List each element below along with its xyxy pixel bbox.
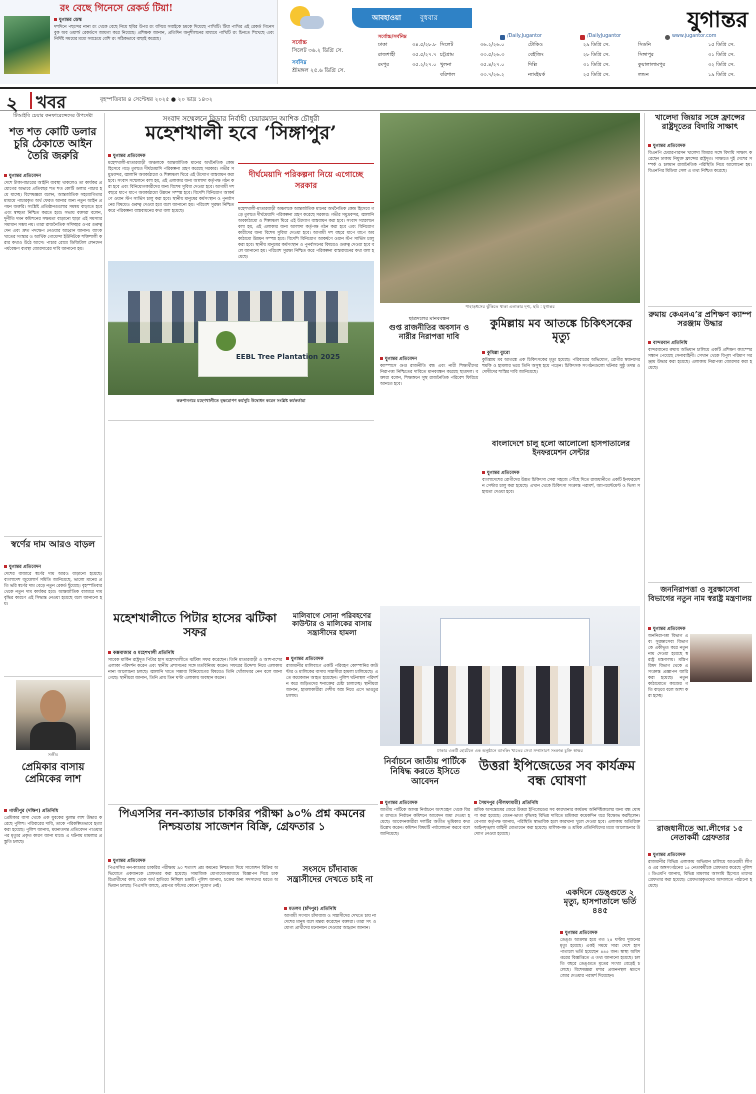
weather-value: ৩৫.৫/২৭.৭ xyxy=(412,52,437,58)
article-khaleda xyxy=(648,113,752,303)
landslide-photo xyxy=(380,113,640,303)
article-body: জননিরাপত্তা বিভাগ এবং সুরক্ষাসেবা বিভাগকে একীভূত করে নতুন নাম দেওয়া হয়েছে স্বরাষ্ট্র মন্ত্রণালয়। মন্ত্রিপরিষদ বিভাগ থেকে এ সংক্রান্ত প্রজ্ঞাপন জারি করা হয়েছে। নতুন কাঠামোতে কাজের গতি বাড়বে বলে আশা করা হচ্ছে। xyxy=(648,634,688,699)
web-icon xyxy=(665,35,670,40)
article-byline: গাজীপুর (দক্ষিণ) প্রতিনিধি xyxy=(4,808,102,815)
weather-value: ৩৫.৪/২৭.০ xyxy=(480,62,505,68)
masthead-logo: যুগান্তর xyxy=(687,7,748,33)
weather-min-label: সর্বনিম্ন xyxy=(292,60,307,66)
top-ad-box xyxy=(0,0,278,84)
weather-value: ৩৩.৭/২৬.২ xyxy=(480,72,505,78)
pull-quote-text: দীর্ঘমেয়াদি পরিকল্পনা নিয়ে এগোচ্ছে সরকার xyxy=(248,170,364,190)
weather-rows xyxy=(378,42,756,84)
weather-title-banner xyxy=(352,8,472,28)
article-byline: যুগান্তর প্রতিবেদক xyxy=(560,930,640,937)
sun-cloud-icon xyxy=(290,6,324,32)
article-title: মহেশখালী হবে ‘সিঙ্গাপুর’ xyxy=(145,122,337,144)
article-lover xyxy=(4,680,102,1090)
masthead xyxy=(566,0,756,34)
article-byline: যুগান্তর প্রতিবেদক xyxy=(482,470,582,477)
article-title: জননিরাপত্তা ও সুরক্ষাসেবা বিভাগের নতুন নাম স্বরাষ্ট্র মন্ত্রণালয় xyxy=(648,585,752,603)
weather-city: বরিশাল xyxy=(440,72,456,78)
article-title: স্বর্ণের দাম আরও বাড়ল xyxy=(10,540,96,550)
article-byline: বান্দরবান প্রতিনিধি xyxy=(648,340,752,347)
article-title: রাজধানীতে আ.লীগের ১৫ নেতাকর্মী গ্রেফতার xyxy=(656,823,744,843)
article-ministry xyxy=(648,586,752,816)
article-ka xyxy=(648,310,752,580)
article-main xyxy=(108,113,374,563)
article-pitar xyxy=(108,612,282,802)
article-byline: যুগান্তর প্রতিবেদক xyxy=(648,852,752,859)
article-al-arrest xyxy=(648,824,752,1092)
article-byline: কুমিল্লা ব্যুরো xyxy=(482,350,552,357)
weather-city: খুলনা xyxy=(440,62,452,68)
section-name: খবর xyxy=(36,93,66,113)
article-gold xyxy=(4,540,102,670)
ad-body: দশদিনে পছন্দের নানা রং থেকে বেছে নিয়ে ছবির উপর রং বসিয়ে সবাইকে চমকে দিয়েছে পাখিটি। টিয়া পাখির এই রেকর্ড গিনেস বুক অব ওয়ার্ল্ড রেকর্ডসে জায়গা করে নিয়েছে। প্রশিক্ষক জানান, প্রতিদিন অনুশীলনের মাধ্যমে পাখিটি রং চিনতে শিখেছে এবং নির্দিষ্ট সময়ের মধ্যে সবচেয়ে বেশি রং সঠিকভাবে বাছাই করেছে। xyxy=(54,25,274,42)
article-title: পিএসসির নন-ক্যাডার চাকরির পরীক্ষা ৯০% প্রশ্ন কমনের নিশ্চয়তায় সাজেশন বিক্রি, গ্রেফতার ১ xyxy=(118,807,366,833)
photo-caption: পাহাড়ধসের ঝুঁকিতে থাকা এলাকার দৃশ্য, ছবি : যুগান্তর xyxy=(465,304,555,309)
weather-city: রাজশাহী xyxy=(378,52,396,58)
weather-city: টোকিও xyxy=(528,42,543,48)
weather-city: সিঙ্গাপুর xyxy=(638,52,654,58)
weather-value: ২৫ ডিগ্রি সে. xyxy=(583,72,610,78)
article-title: সংসদে চাঁদাবাজ সন্ত্রাসীদের দেখতে চাই না xyxy=(287,865,373,885)
article-body: রাজধানীর মালিবাগে একটি পরিবহণ কোম্পানির কাউন্টার ও মালিকের বাসায় সন্ত্রাসীরা হামলা চালিয়েছে। এতে কয়েকজন আহত হয়েছেন। পুলিশ ঘটনাস্থল পরিদর্শন করে জড়িতদের শনাক্তের চেষ্টা চালাচ্ছে। স্থানীয়রা জানান, হামলাকারীরা দেশীয় অস্ত্র নিয়ে এসে ভাঙচুর চালায়। xyxy=(286,664,378,699)
weather-city: রংপুর xyxy=(378,62,390,68)
article-body: দেশে টাকাপাচারের আইনি ব্যবস্থা থাকলেও তা কার্যকর প্রয়োগের অভাবে প্রতিবছর শত শত কোটি ডলার পাচার হয়ে যাচ্ছে। বিশেষজ্ঞরা বলেন, আন্তর্জাতিক সহযোগিতার মাধ্যমে পাচারকৃত অর্থ ফেরত আনার জন্য নতুন আইন প্রণয়ন জরুরি। সংশ্লিষ্ট প্রতিষ্ঠানগুলোর সমন্বয় বাড়াতে হবে এবং স্বচ্ছতা নিশ্চিত করতে হবে। সভায় বক্তারা বলেন, দুর্নীতি দমন কমিশনের সক্ষমতা বাড়ানো ছাড়া এই সমস্যার সমাধান সম্ভব নয়। তারা রাজনৈতিক সদিচ্ছার ওপর গুরুত্ব দেন এবং দ্রুত পদক্ষেপ নেওয়ার আহ্বান জানান। ব্যাংক খাতের সংস্কার ও আর্থিক গোয়েন্দা ইউনিটকে শক্তিশালী করার কথাও উঠে আসে। পাচার রোধে ডিজিটাল লেনদেন পর্যবেক্ষণ ব্যবস্থা জোরদারের দাবি জানানো হয়। xyxy=(4,181,102,252)
photo-caption: করুণানগরে মহেশখালীতে বৃক্ষরোপণ কর্মসূচি উদ্বোধন করেন সংশ্লিষ্ট কর্মকর্তারা xyxy=(176,398,306,403)
article-malibag xyxy=(286,612,378,802)
photo-caption: সজীব xyxy=(47,752,59,757)
weather-value: ১৫ ডিগ্রি সে. xyxy=(708,42,735,48)
article-body-cont: মহেশখালী-মাতারবাড়ী অঞ্চলকে আন্তর্জাতিক মানের অর্থনৈতিক কেন্দ্র হিসেবে গড়ে তুলতে দীর্ঘমেয়াদি পরিকল্পনা গ্রহণ করেছে সরকার। গভীর সমুদ্রবন্দর, জ্বালানি অবকাঠামো ও শিল্পাঞ্চল ঘিরে এই উদ্যোগ বাস্তবায়ন করা হবে। সংবাদ সম্মেলনে বলা হয়, এই এলাকার জন্য আলাদা কর্তৃপক্ষ গঠন করা হবে এবং বিনিয়োগকারীদের জন্য বিশেষ সুবিধা দেওয়া হবে। আগামী দশ বছরে ধাপে ধাপে অবকাঠামো উন্নয়ন সম্পন্ন হবে। বিদেশি বিনিয়োগ আকর্ষণে ওয়ান স্টপ সার্ভিস চালু করা হবে। স্থানীয় মানুষের কর্মসংস্থান ও পুনর্বাসনের বিষয়েও গুরুত্ব দেওয়া হবে বলে জানানো হয়। পরিবেশ সুরক্ষা নিশ্চিত করে পরিকল্পনা বাস্তবায়নের কথা বলা হয়েছে। xyxy=(238,207,374,260)
article-body: রাজধানীর বিভিন্ন এলাকায় অভিযান চালিয়ে আওয়ামী লীগ ও এর অঙ্গসংগঠনের ১৫ নেতাকর্মীকে গ্রেফতার করেছে পুলিশ। ডিএমপি জানায়, বিভিন্ন মামলার আসামি হিসেবে তাদের গ্রেফতার করা হয়েছে। গ্রেফতারকৃতদের আদালতে পাঠানো হয়েছে। xyxy=(648,860,752,889)
article-body: শ্রমিক অসন্তোষের জেরে উত্তরা ইপিজেডের সব কারখানার কার্যক্রম অনির্দিষ্টকালের জন্য বন্ধ ঘোষণা করা হয়েছে। বেতন-ভাতা বৃদ্ধিসহ বিভিন্ন দাবিতে শ্রমিকরা কয়েকদিন ধরে বিক্ষোভ করছিলেন। বেপজা কর্তৃপক্ষ জানায়, পরিস্থিতি স্বাভাবিক হলে কারখানা খুলে দেওয়া হবে। এলাকায় অতিরিক্ত আইনশৃঙ্খলা বাহিনী মোতায়েন করা হয়েছে। মালিকপক্ষ ও শ্রমিক প্রতিনিধিদের মধ্যে আলোচনার উদ্যোগ নেওয়া হয়েছে। xyxy=(474,808,640,837)
ad-headline: রং বেছে গিনেসে রেকর্ড টিয়া! xyxy=(60,3,173,14)
article-exam xyxy=(108,808,376,1088)
article-comilla xyxy=(482,316,640,436)
article-body: কুমিল্লায় মব আতঙ্কে এক চিকিৎসকের মৃত্যু হয়েছে। পরিবারের অভিযোগ, রোগীর স্বজনদের হুমকি ও হামলার ভয়ে তিনি অসুস্থ হয়ে পড়েন। চিকিৎসক সংগঠনগুলো ঘটনার সুষ্ঠু তদন্ত ও দোষীদের শাস্তির দাবি জানিয়েছে। xyxy=(482,358,640,375)
social-facebook[interactable]: /Daily.Jugantor xyxy=(507,34,542,39)
article-kicker: টিআইবি চেয়ার কনফারেন্সেদের উপদেষ্টা xyxy=(13,113,93,119)
page-number: ২ xyxy=(6,93,19,115)
article-kicker: ছাত্রদলের মানববন্ধন xyxy=(408,316,450,322)
pull-quote xyxy=(238,163,374,203)
weather-value: ২৯ ডিগ্রি সে. xyxy=(583,42,610,48)
article-body: জাতীয় পার্টিকে আসন্ন নির্বাচনে অংশগ্রহণ থেকে বিরত রাখতে নির্বাচন কমিশনে আবেদন জমা দেওয়া হয়েছে। আবেদনকারীরা দলটির অতীত ভূমিকার কথা উল্লেখ করেন। কমিশন বিষয়টি পর্যালোচনা করবে বলে জানিয়েছে। xyxy=(380,808,470,837)
article-byline: যুগান্তর প্রতিবেদক xyxy=(380,800,470,807)
article-student-politics xyxy=(380,316,478,556)
article-byline: যুগান্তর প্রতিবেদক xyxy=(286,656,378,663)
facebook-icon xyxy=(500,35,505,40)
ministry-photo xyxy=(690,634,752,682)
weather-max-value: সিলেট ৩৬.২ ডিগ্রি সে. xyxy=(292,48,344,54)
weather-max-label: সর্বোচ্চ xyxy=(292,40,307,46)
weather-city: লন্ডন xyxy=(638,72,649,78)
weather-table-header: সর্বোচ্চ/সর্বনিম্ন xyxy=(378,34,407,40)
article-byline: যুগান্তর প্রতিবেদন xyxy=(4,564,102,571)
article-title: শত শত কোটি ডলার চুরি ঠেকাতে আইন তৈরি জরুরি xyxy=(9,126,97,163)
article-byline: মতলব (চাঁদপুর) প্রতিনিধি xyxy=(284,906,376,913)
weather-value: ৩২ ডিগ্রি সে. xyxy=(708,62,735,68)
article-title: রুমায় কেএনএ’র প্রশিক্ষণ ক্যাম্প সরঞ্জাম উদ্ধার xyxy=(648,309,752,329)
weather-day: বুধবার xyxy=(420,14,438,22)
weather-value: ৩৬.২/২৬.০ xyxy=(480,42,505,48)
article-title: বাংলাদেশে চালু হলো আলোলো হাসপাতালের ইনফরমেশন সেন্টার xyxy=(492,439,630,457)
weather-value: ১৯ ডিগ্রি সে. xyxy=(708,72,735,78)
article-title: মহেশখালীতে পিটার হাসের ঝটিকা সফর xyxy=(113,611,277,639)
weather-title: আবহাওয়া xyxy=(372,14,402,22)
article-title: গুপ্ত রাজনীতির অবসান ও নারীর নিরাপত্তা দাবি xyxy=(389,323,469,341)
section-header xyxy=(0,87,756,115)
social-bar xyxy=(500,34,756,43)
article-body: পিএসসির নন-ক্যাডার চাকরির পরীক্ষায় ৯০ শতাংশ প্রশ্ন কমনের নিশ্চয়তা দিয়ে সাজেশন বিক্রির অভিযোগে একজনকে গ্রেফতার করা হয়েছে। সামাজিক যোগাযোগমাধ্যমে বিজ্ঞাপন দিয়ে চাকরিপ্রার্থীদের কাছ থেকে অর্থ হাতিয়ে নিচ্ছিল চক্রটি। পুলিশ জানায়, চক্রের অন্য সদস্যদের ধরতে অভিযান চলছে। পিএসসি বলছে, প্রশ্নপত্র ফাঁসের কোনো সুযোগ নেই। xyxy=(108,866,278,889)
article-title: প্রেমিকার বাসায় প্রেমিকের লাশ xyxy=(21,762,85,785)
article-byline: যুগান্তর প্রতিবেদন xyxy=(4,173,102,180)
article-body: দেশের বাজারে স্বর্ণের দাম আরও বাড়ানো হয়েছে। বাংলাদেশ জুয়েলার্স সমিতি জানিয়েছে, ভালো মানের প্রতি ভরি স্বর্ণের দাম বেড়ে নতুন রেকর্ড ছুঁয়েছে। বৃহস্পতিবার থেকে নতুন দাম কার্যকর হবে। আন্তর্জাতিক বাজারে দাম বৃদ্ধির কারণে এই সিদ্ধান্ত নেওয়া হয়েছে বলে জানানো হয়। xyxy=(4,572,102,607)
article-byline: যুগান্তর প্রতিবেদন xyxy=(380,356,478,363)
article-election xyxy=(380,758,470,998)
weather-value: ২৮ ডিগ্রি সে. xyxy=(583,52,610,58)
weather-value: ৩১ ডিগ্রি সে. xyxy=(583,62,610,68)
article-title: উত্তরা ইপিজেডের সব কার্যক্রম বন্ধ ঘোষণা xyxy=(478,759,636,789)
article-byline: যুগান্তর প্রতিবেদক xyxy=(108,153,228,160)
article-title: খালেদা জিয়ার সঙ্গে ফ্রান্সের রাষ্ট্রদূতের বিদায়ি সাক্ষাৎ xyxy=(655,112,745,132)
article-body: ডেঙ্গু আক্রান্ত হয়ে গত ২৪ ঘণ্টায় দুজনের মৃত্যু হয়েছে। একই সময়ে সারা দেশে হাসপাতালে ভর্তি হয়েছেন ৪৪৫ জন। স্বাস্থ্য অধিদপ্তরের বিজ্ঞপ্তিতে এ তথ্য জানানো হয়েছে। চলতি বছরে ডেঙ্গুতে মৃতের সংখ্যা বেড়েই চলেছে। বিশেষজ্ঞরা মশার প্রজননস্থল ধ্বংসে জোর দেওয়ার পরামর্শ দিয়েছেন। xyxy=(560,938,640,979)
article-title: কুমিল্লায় মব আতঙ্কে চিকিৎসকের মৃত্যু xyxy=(490,317,632,343)
article-body: বাংলাদেশের রোগীদের উন্নত চিকিৎসা সেবা সহজে পৌঁছে দিতে রাজধানীতে একটি ইনফরমেশন সেন্টার চালু করা হয়েছে। এখান থেকে চিকিৎসা সংক্রান্ত পরামর্শ, অ্যাপয়েন্টমেন্ট ও ভিসা সহায়তা দেওয়া হবে। xyxy=(482,478,640,495)
weather-value: ৩৩.৫/২৬.৩ xyxy=(480,52,505,58)
weather-value: ৩১ ডিগ্রি সে. xyxy=(708,52,735,58)
article-body: আগামী সংসদে চাঁদাবাজ ও সন্ত্রাসীদের দেখতে চায় না দেশের মানুষ বলে মন্তব্য করেছেন বক্তারা। তারা সৎ ও যোগ্য প্রার্থীদের মনোনয়ন দেওয়ার আহ্বান জানান। xyxy=(284,914,376,931)
article-title: নির্বাচনে জাতীয় পার্টিকে নিষিদ্ধ করতে ইসিতে আবেদন xyxy=(383,757,467,787)
section-date: বৃহস্পতিবার ৪ সেপ্টেম্বর ২০২৫ ● ২০ ভাদ্র ১৪৩২ xyxy=(100,97,213,103)
article-dengue xyxy=(560,888,640,1092)
ad-byline: যুগান্তর ডেস্ক xyxy=(54,17,254,24)
main-photo xyxy=(108,261,374,395)
ad-photo xyxy=(4,16,50,74)
section-divider xyxy=(30,92,32,109)
social-youtube[interactable]: /DailyJugantor xyxy=(587,34,622,39)
weather-city: দিল্লি xyxy=(528,62,538,68)
weather-value: ৩৫.২/২৭.০ xyxy=(412,62,437,68)
article-kicker: সংবাদ সম্মেলনে বিডার নির্বাহী চেয়ারম্যান আশিক চৌধুরী xyxy=(162,115,320,123)
weather-min-value: শ্রীমঙ্গল ২৫.৬ ডিগ্রি সে. xyxy=(292,68,346,74)
weather-city: বেইজিং xyxy=(528,52,544,58)
weather-city: ঢাকা xyxy=(378,42,388,48)
article-body: ক্যাম্পাসে গুপ্ত রাজনীতি বন্ধ এবং নারী শিক্ষার্থীদের নিরাপত্তা নিশ্চিতের দাবিতে মানববন্ধন করেছে ছাত্রদল। বক্তারা বলেন, শিক্ষাঙ্গনে সুস্থ রাজনৈতিক পরিবেশ ফিরিয়ে আনতে হবে। xyxy=(380,364,478,387)
article-byline: যুগান্তর প্রতিবেদক xyxy=(108,858,228,865)
article-byline: যুগান্তর প্রতিবেদক xyxy=(648,143,752,150)
website-link[interactable]: www.jugantor.com xyxy=(672,34,717,39)
article-title: মালিবাগে সোনা পরিবহণের কাউন্টার ও মালিকের বাসায় সন্ত্রাসীদের হামলা xyxy=(292,611,372,637)
weather-value: ৩৪.৫/২৮.৮ xyxy=(412,42,437,48)
banner-text: EEBL Tree Plantation 2025 xyxy=(236,353,340,361)
article-body: মহেশখালী-মাতারবাড়ী অঞ্চলকে আন্তর্জাতিক মানের অর্থনৈতিক কেন্দ্র হিসেবে গড়ে তুলতে দীর্ঘমেয়াদি পরিকল্পনা গ্রহণ করেছে সরকার। গভীর সমুদ্রবন্দর, জ্বালানি অবকাঠামো ও শিল্পাঞ্চল ঘিরে এই উদ্যোগ বাস্তবায়ন করা হবে। সংবাদ সম্মেলনে বলা হয়, এই এলাকার জন্য আলাদা কর্তৃপক্ষ গঠন করা হবে এবং বিনিয়োগকারীদের জন্য বিশেষ সুবিধা দেওয়া হবে। আগামী দশ বছরে ধাপে ধাপে অবকাঠামো উন্নয়ন সম্পন্ন হবে। বিদেশি বিনিয়োগ আকর্ষণে ওয়ান স্টপ সার্ভিস চালু করা হবে। স্থানীয় মানুষের কর্মসংস্থান ও পুনর্বাসনের বিষয়েও গুরুত্ব দেওয়া হবে বলে জানানো হয়। পরিবেশ সুরক্ষা নিশ্চিত করে পরিকল্পনা বাস্তবায়নের কথা বলা হয়েছে। xyxy=(108,161,234,214)
weather-city: সিডনি xyxy=(638,42,651,48)
article-body: প্রেমিকার বাসা থেকে এক যুবকের ঝুলন্ত লাশ উদ্ধার করেছে পুলিশ। পরিবারের দাবি, তাকে পরিকল্পিতভাবে হত্যা করা হয়েছে। পুলিশ জানায়, ময়নাতদন্ত প্রতিবেদন পাওয়ার পর মৃত্যুর প্রকৃত কারণ জানা যাবে। এ ঘটনায় মামলার প্রস্তুতি চলছে। xyxy=(4,816,102,845)
article-body: বান্দরবানের রুমায় অভিযান চালিয়ে একটি প্রশিক্ষণ ক্যাম্পের সন্ধান পেয়েছে সেনাবাহিনী। সেখান থেকে বিপুল পরিমাণ সরঞ্জাম উদ্ধার করা হয়েছে। এলাকায় নিরাপত্তা জোরদার করা হয়েছে। xyxy=(648,348,752,371)
youtube-icon xyxy=(580,35,585,40)
article-body: সাবেক মার্কিন রাষ্ট্রদূত পিটার হাস মহেশখালীতে ঝটিকা সফর করেছেন। তিনি মাতারবাড়ী ও আশপাশের এলাকা পরিদর্শন করেন এবং স্থানীয় প্রশাসনের সঙ্গে মতবিনিময় করেন। সফরের উদ্দেশ্য নিয়ে এলাকায় নানা আলোচনা চলছে। জ্বালানি খাতে সম্ভাব্য বিনিয়োগের বিষয়েও তিনি খোঁজখবর নেন বলে জানা গেছে। স্থানীয়রা জানান, তিনি প্রায় তিন ঘণ্টা এলাকায় অবস্থান করেন। xyxy=(108,658,282,681)
person-photo xyxy=(16,680,90,750)
article-laundering xyxy=(4,113,102,533)
article-byline: সৈয়দপুর (নীলফামারী) প্রতিনিধি xyxy=(474,800,640,807)
weather-city: ন্যাংইয়র্ক xyxy=(528,72,546,78)
article-body: বিএনপি চেয়ারপারসন খালেদা জিয়ার সঙ্গে বিদায়ি সাক্ষাৎ করেছেন ঢাকায় নিযুক্ত ফ্রান্সের রাষ্ট্রদূত। সাক্ষাতে দুই দেশের সম্পর্ক ও চলমান রাজনৈতিক পরিস্থিতি নিয়ে আলোচনা হয়। বিএনপির মিডিয়া সেল এ তথ্য নিশ্চিত করেছে। xyxy=(648,151,752,174)
photo-caption: ঢাকার একটি হোটেলে এক অনুষ্ঠানে ব্যাংকিং খাতের সেবা সম্প্রসারণ সংক্রান্ত চুক্তি স্বাক্ষর xyxy=(437,748,583,753)
weather-city: কুয়ালালামপুর xyxy=(638,62,666,68)
article-cancer xyxy=(482,440,640,600)
article-byline: কক্সবাজার ও মহেশখালী প্রতিনিধি xyxy=(108,650,282,657)
article-terror xyxy=(284,866,376,1088)
article-title: একদিনে ডেঙ্গুতে ২ মৃত্যু, হাসপাতালে ভর্তি ৪৪৫ xyxy=(563,887,637,916)
article-byline: যুগান্তর প্রতিবেদক xyxy=(648,626,752,633)
event-photo xyxy=(380,606,640,746)
weather-city: সিলেট xyxy=(440,42,454,48)
weather-city: চট্টগ্রাম xyxy=(440,52,454,58)
